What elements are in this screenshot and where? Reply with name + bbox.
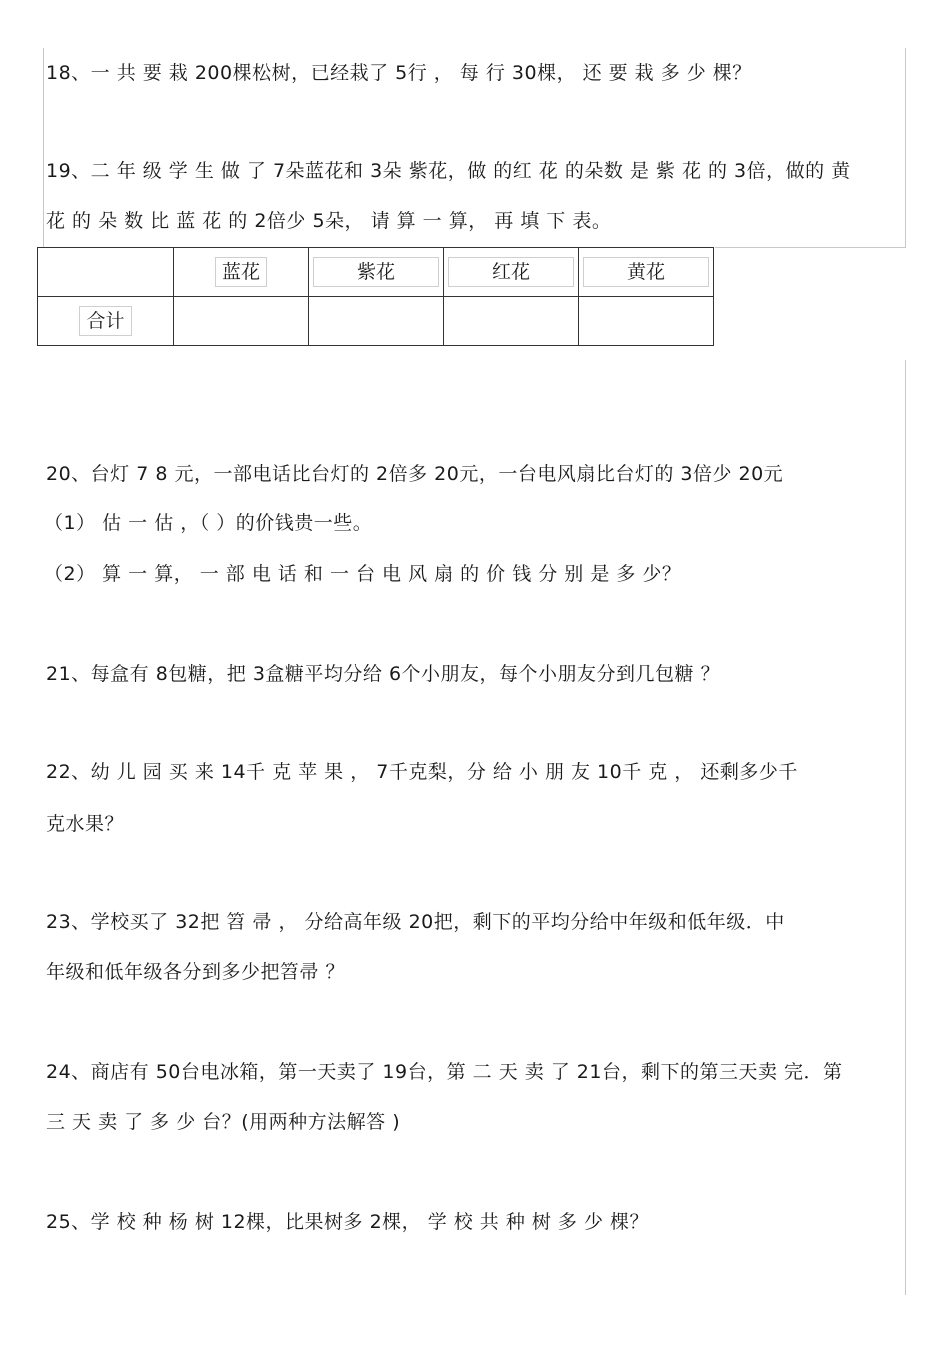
- question-24-line-2: 三 天 卖 了 多 少 台？(用两种方法解答 ): [46, 1111, 401, 1133]
- question-23-line-1: 23、学校买了 32把 笤 帚 ， 分给高年级 20把，剩下的平均分给中年级和低年级．中: [46, 911, 785, 933]
- table-header-cell: [174, 248, 309, 297]
- question-20-line-1: 20、台灯 7 8 元，一部电话比台灯的 2倍多 20元，一台电风扇比台灯的 3倍少 20元: [46, 463, 784, 485]
- right-margin-rule-top: [905, 48, 906, 248]
- question-20-part-2: （2） 算 一 算， 一 部 电 话 和 一 台 电 风 扇 的 价 钱 分 别 是 多 少？: [44, 563, 682, 585]
- left-margin-rule: [43, 48, 44, 248]
- table-answer-cell[interactable]: [309, 297, 444, 346]
- header-red-flower: 红花: [448, 257, 574, 287]
- question-24-line-1: 24、商店有 50台电冰箱，第一天卖了 19台，第 二 天 卖 了 21台，剩下的第三天卖 完．第: [46, 1061, 843, 1083]
- question-25: 25、学 校 种 杨 树 12棵，比果树多 2棵， 学 校 共 种 树 多 少 棵？: [46, 1211, 649, 1233]
- table-answer-cell[interactable]: [444, 297, 579, 346]
- table-corner-cell: [38, 248, 174, 297]
- section-rule: [715, 247, 905, 248]
- table-row: [38, 297, 714, 346]
- row-label-total: 合计: [79, 306, 131, 336]
- flower-count-table: [37, 247, 714, 346]
- question-21: 21、每盒有 8包糖，把 3盒糖平均分给 6个小朋友，每个小朋友分到几包糖 ？: [46, 663, 721, 685]
- table-answer-cell[interactable]: [579, 297, 714, 346]
- header-purple-flower: 紫花: [313, 257, 439, 287]
- table-answer-cell[interactable]: [174, 297, 309, 346]
- table-header-row: [38, 248, 714, 297]
- question-23-line-2: 年级和低年级各分到多少把笤帚 ？: [46, 961, 346, 983]
- question-20-part-1: （1） 估 一 估 ，（ ）的价钱贵一些。: [44, 512, 373, 534]
- table-header-cell: [309, 248, 444, 297]
- header-yellow-flower: 黄花: [583, 257, 709, 287]
- header-blue-flower: 蓝花: [215, 257, 267, 287]
- right-margin-rule-bottom: [905, 360, 906, 1295]
- table-header-cell: [579, 248, 714, 297]
- question-18: 18、一 共 要 栽 200棵松树，已经栽了 5行 ， 每 行 30棵， 还 要 栽 多 少 棵？: [46, 62, 752, 84]
- question-22-line-1: 22、幼 儿 园 买 来 14千 克 苹 果 ， 7千克梨，分 给 小 朋 友 10千 克 ， 还剩多少千: [46, 761, 798, 783]
- table-header-cell: [444, 248, 579, 297]
- question-22-line-2: 克水果？: [46, 813, 125, 835]
- table-row-label-cell: [38, 297, 174, 346]
- question-19-line-1: 19、二 年 级 学 生 做 了 7朵蓝花和 3朵 紫花，做 的红 花 的朵数 是 紫 花 的 3倍，做的 黄: [46, 160, 851, 182]
- question-19-line-2: 花 的 朵 数 比 蓝 花 的 2倍少 5朵， 请 算 一 算， 再 填 下 表。: [46, 210, 612, 232]
